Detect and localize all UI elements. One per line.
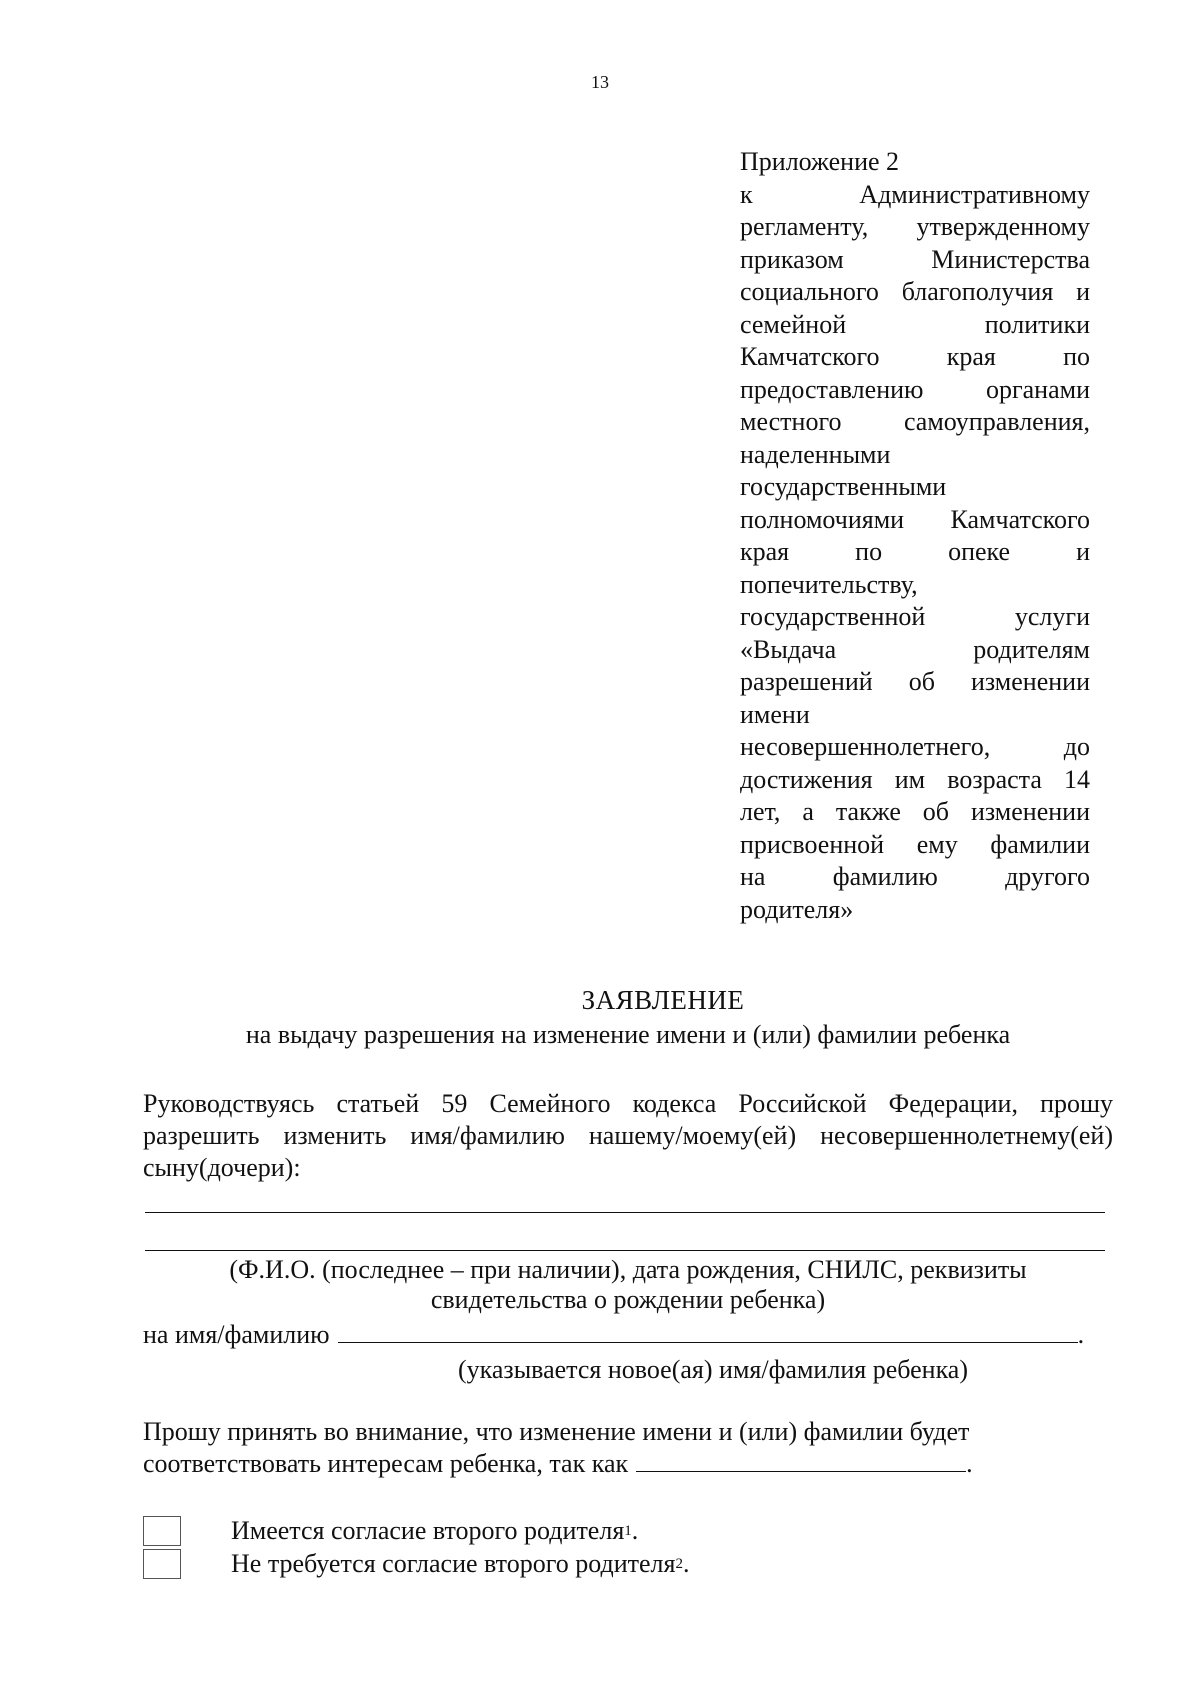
- document-subtitle: на выдачу разрешения на изменение имени и (или) фамилии ребенка: [245, 1020, 1011, 1049]
- appendix-line: регламенту, утвержденному: [740, 212, 1090, 241]
- appendix-line: социального благополучия и: [740, 277, 1090, 306]
- new-name-caption: (указывается новое(ая) имя/фамилия ребенка): [457, 1355, 969, 1384]
- appendix-line: имени: [740, 699, 810, 729]
- consent-option-present: [143, 1514, 638, 1548]
- consent-not-required-checkbox[interactable]: [143, 1549, 181, 1579]
- appendix-line: разрешений об изменении: [740, 667, 1090, 696]
- appendix-line: края по опеке и: [740, 537, 1090, 566]
- consent-present-checkbox[interactable]: [143, 1516, 181, 1546]
- new-name-end: .: [1077, 1320, 1085, 1349]
- page-number: 13: [591, 72, 609, 92]
- interests-paragraph: [143, 1416, 1113, 1480]
- interests-line: Прошу принять во внимание, что изменение имени и (или) фамилии будет: [143, 1417, 970, 1446]
- footnote-mark: 2: [675, 1555, 683, 1572]
- appendix-line: Приложение 2: [740, 147, 900, 176]
- appendix-line: приказом Министерства: [740, 244, 1090, 274]
- appendix-line: семейной политики: [740, 309, 1090, 339]
- new-name-field[interactable]: [338, 1320, 1078, 1343]
- appendix-line: лет, а также об изменении: [740, 797, 1090, 826]
- intro-line: сыну(дочери):: [143, 1153, 301, 1182]
- footnote-mark: 1: [624, 1522, 632, 1539]
- appendix-line: полномочиями Камчатского: [740, 504, 1090, 534]
- appendix-line: присвоенной ему фамилии: [740, 829, 1090, 859]
- intro-paragraph: [143, 1088, 1113, 1184]
- intro-line: разрешить изменить имя/фамилию нашему/моему(ей) несовершеннолетнему(ей): [143, 1121, 1113, 1150]
- appendix-line: «Выдача родителям: [740, 634, 1090, 664]
- appendix-header: [740, 146, 1090, 926]
- interests-reason-field[interactable]: [636, 1449, 966, 1472]
- consent-end: .: [631, 1516, 639, 1545]
- appendix-line: достижения им возраста 14: [740, 764, 1090, 794]
- appendix-line: на фамилию другого: [740, 862, 1090, 891]
- appendix-line: местного самоуправления,: [740, 407, 1090, 436]
- new-name-row: [143, 1320, 1084, 1350]
- child-info-line-1[interactable]: [145, 1212, 1105, 1213]
- appendix-line: наделенными: [740, 439, 891, 469]
- caption-line: (Ф.И.О. (последнее – при наличии), дата рождения, СНИЛС, реквизиты: [229, 1255, 1027, 1284]
- interests-text: соответствовать интересам ребенка, так как: [143, 1449, 629, 1478]
- appendix-line: предоставлению органами: [740, 374, 1090, 404]
- appendix-line: несовершеннолетнего, до: [740, 732, 1090, 761]
- new-name-label: на имя/фамилию: [143, 1320, 330, 1349]
- appendix-line: к Административному: [740, 179, 1090, 209]
- child-info-caption: [143, 1255, 1113, 1315]
- appendix-line: государственной услуги: [740, 602, 1090, 631]
- consent-end: .: [682, 1549, 690, 1578]
- appendix-line: Камчатского края по: [740, 342, 1090, 371]
- consent-label: Имеется согласие второго родителя: [231, 1516, 625, 1545]
- caption-line: свидетельства о рождении ребенка): [430, 1285, 826, 1314]
- interests-line-2: [143, 1448, 1113, 1480]
- intro-line: Руководствуясь статьей 59 Семейного кодекса Российской Федерации, прошу: [143, 1089, 1113, 1118]
- consent-option-not-required: [143, 1547, 689, 1581]
- child-info-line-2[interactable]: [145, 1250, 1105, 1251]
- interests-end: .: [966, 1449, 973, 1478]
- appendix-line: государственными: [740, 472, 947, 501]
- appendix-line: родителя»: [740, 894, 854, 924]
- consent-label: Не требуется согласие второго родителя: [231, 1549, 676, 1578]
- appendix-line: попечительству,: [740, 569, 918, 599]
- document-title: ЗАЯВЛЕНИЕ: [581, 985, 745, 1015]
